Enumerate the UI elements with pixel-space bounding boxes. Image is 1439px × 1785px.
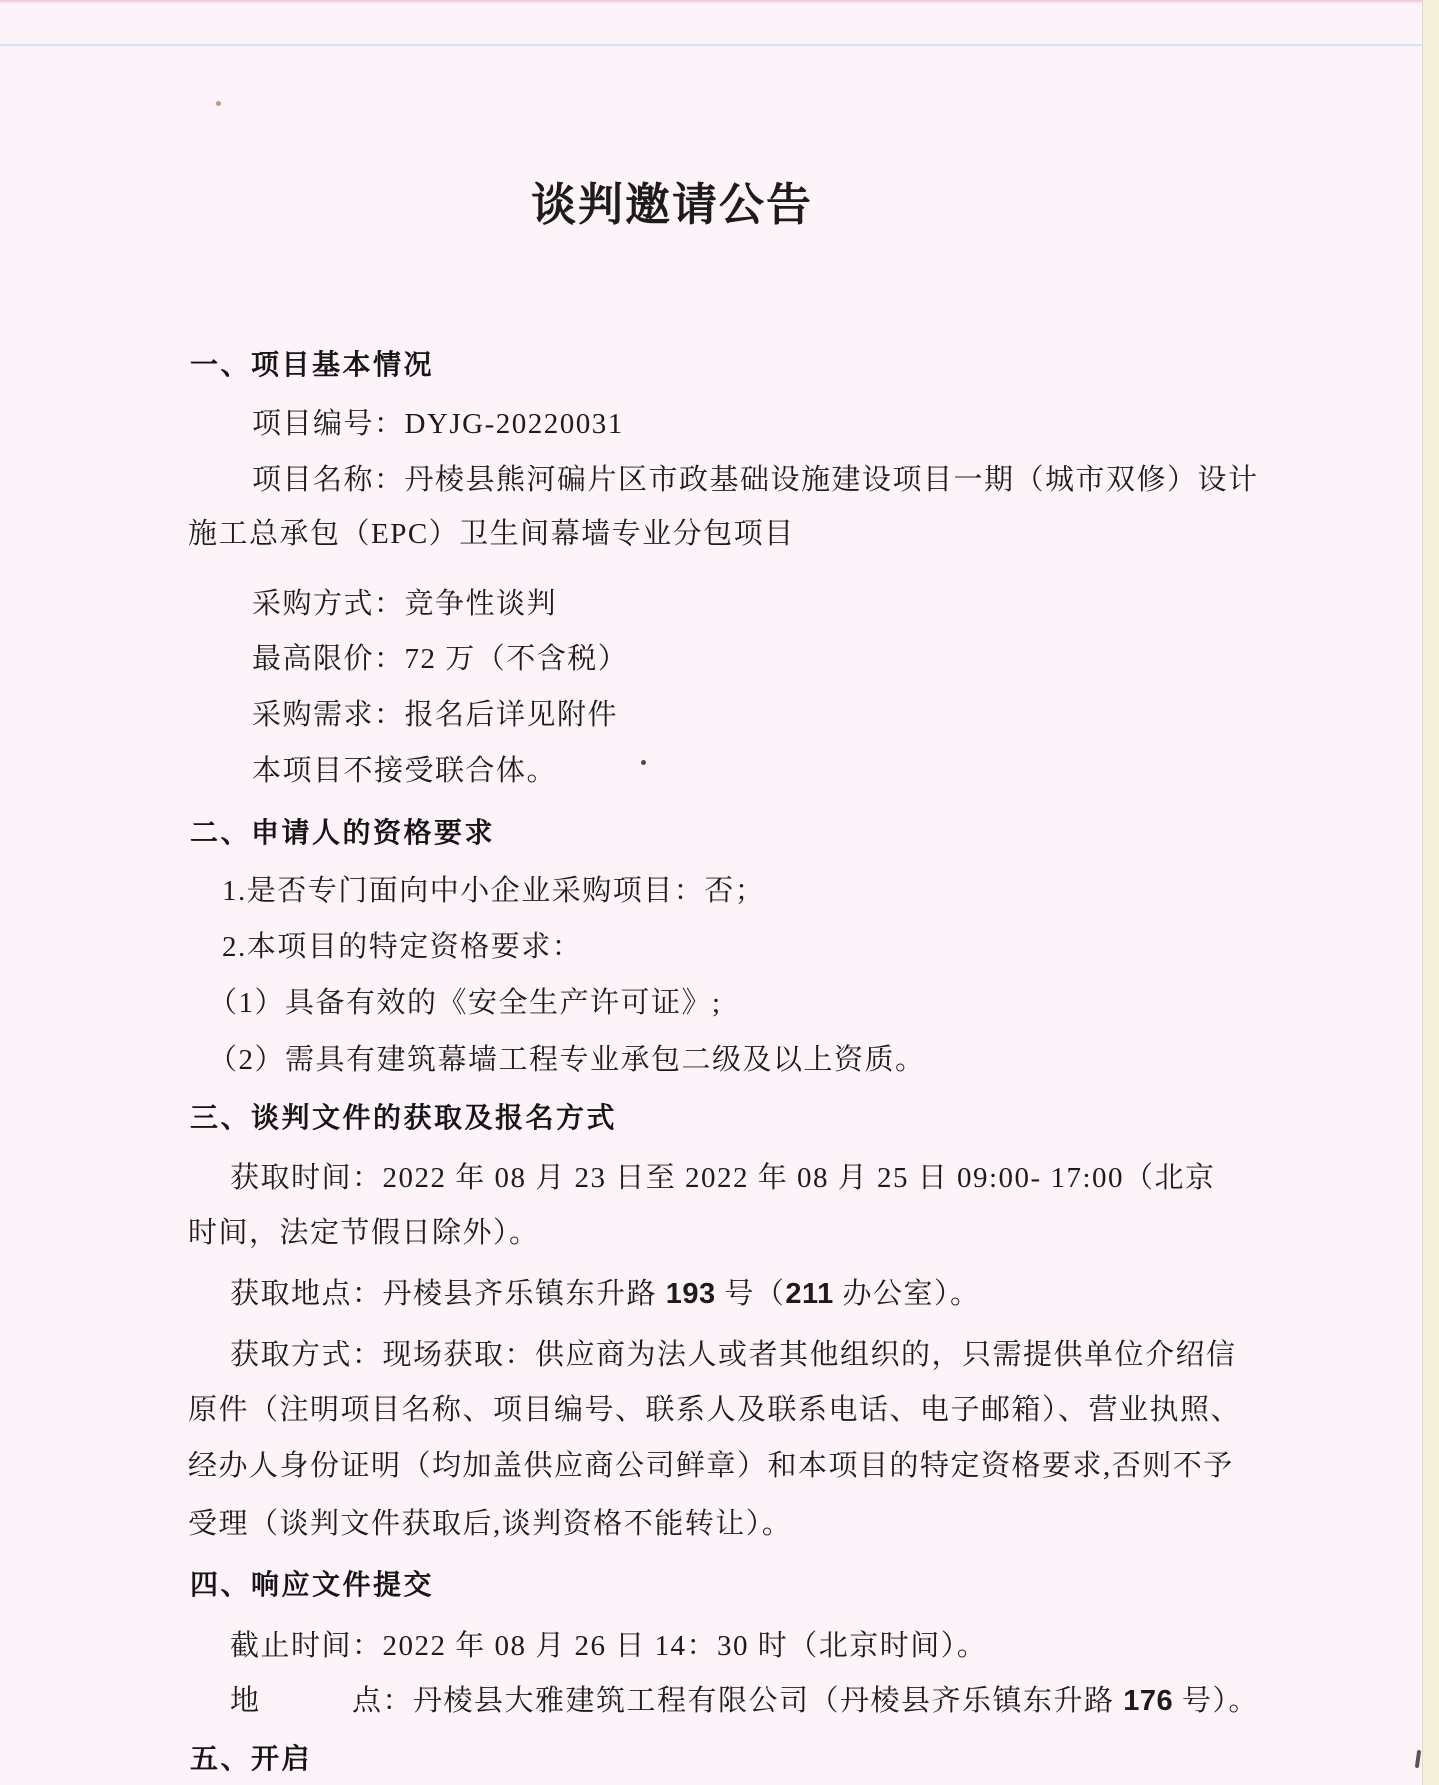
section5-heading: 五、开启 <box>190 1743 313 1774</box>
obtain-place-text: 办公室）。 <box>833 1278 981 1310</box>
line-qualification-item1: 1.是否专门面向中小企业采购项目：否； <box>222 875 766 907</box>
scan-speckle <box>641 760 646 765</box>
line-obtain-time-2: 时间，法定节假日除外）。 <box>188 1217 540 1249</box>
line-project-number: 项目编号：DYJG-20220031 <box>252 408 624 440</box>
line-purchase-demand: 采购需求：报名后详见附件 <box>252 699 619 731</box>
line-obtain-place <box>230 1278 980 1311</box>
line-project-name-1: 项目名称：丹棱县熊河碥片区市政基础设施建设项目一期（城市双修）设计 <box>252 464 1259 496</box>
line-obtain-method-1: 获取方式：现场获取：供应商为法人或者其他组织的，只需提供单位介绍信 <box>230 1339 1237 1371</box>
section2-heading: 二、申请人的资格要求 <box>190 817 496 848</box>
line-no-consortium: 本项目不接受联合体。 <box>252 755 558 787</box>
scan-speckle <box>216 101 221 106</box>
scan-edge-mark <box>1415 1750 1421 1768</box>
line-submit-deadline: 截止时间：2022 年 08 月 26 日 14：30 时（北京时间）。 <box>230 1630 988 1662</box>
line-obtain-method-2: 原件（注明项目名称、项目编号、联系人及联系电话、电子邮箱）、营业执照、 <box>188 1394 1242 1426</box>
line-max-price: 最高限价：72 万（不含税） <box>252 643 629 675</box>
obtain-place-text: 号（ <box>715 1278 786 1310</box>
line-submit-place <box>230 1685 1259 1718</box>
document-title: 谈判邀请公告 <box>531 180 814 230</box>
obtain-place-street-number: 193 <box>665 1278 716 1310</box>
line-purchase-method: 采购方式：竞争性谈判 <box>252 588 558 620</box>
line-project-name-2: 施工总承包（EPC）卫生间幕墙专业分包项目 <box>188 518 795 550</box>
obtain-place-text: 获取地点：丹棱县齐乐镇东升路 <box>230 1278 666 1310</box>
submit-place-text: 号）。 <box>1173 1685 1259 1717</box>
line-qualification-item2: 2.本项目的特定资格要求： <box>222 931 583 963</box>
scan-right-edge <box>1422 0 1439 1785</box>
submit-place-street-number: 176 <box>1123 1685 1174 1717</box>
section4-heading: 四、响应文件提交 <box>190 1569 435 1600</box>
scan-top-edge <box>0 0 1439 4</box>
section3-heading: 三、谈判文件的获取及报名方式 <box>190 1102 618 1133</box>
scan-artifact-line <box>0 44 1439 46</box>
line-qualification-item2-sub2: （2）需具有建筑幕墙工程专业承包二级及以上资质。 <box>208 1044 926 1076</box>
line-obtain-method-4: 受理（谈判文件获取后,谈判资格不能转让）。 <box>188 1508 793 1540</box>
line-obtain-method-3: 经办人身份证明（均加盖供应商公司鲜章）和本项目的特定资格要求,否则不予 <box>188 1450 1234 1482</box>
section1-heading: 一、项目基本情况 <box>190 349 435 380</box>
line-obtain-time-1: 获取时间：2022 年 08 月 23 日至 2022 年 08 月 25 日 09:00- 17:00（北京 <box>230 1162 1216 1194</box>
obtain-place-office-number: 211 <box>785 1278 834 1310</box>
submit-place-text: 地 点：丹棱县大雅建筑工程有限公司（丹棱县齐乐镇东升路 <box>230 1685 1124 1717</box>
line-qualification-item2-sub1: （1）具备有效的《安全生产许可证》; <box>208 987 722 1019</box>
